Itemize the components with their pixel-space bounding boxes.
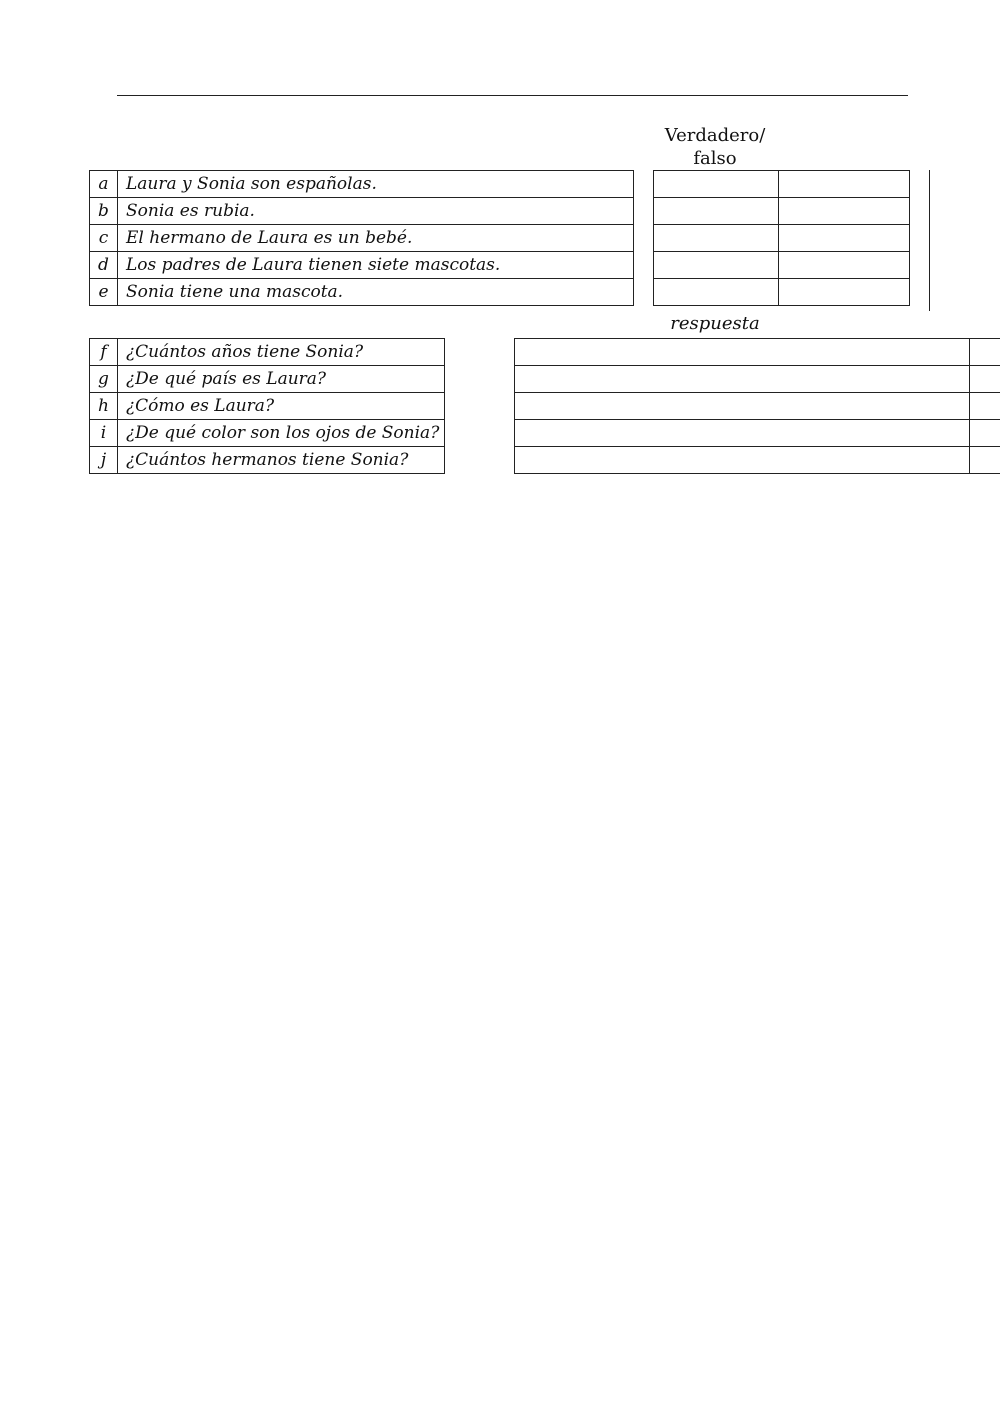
true-false-answer-cell[interactable] <box>654 279 779 306</box>
statement-letter: d <box>90 252 118 279</box>
table-row <box>515 393 1000 420</box>
statement-text: Sonia es rubia. <box>118 198 634 225</box>
question-text: ¿De qué color son los ojos de Sonia? <box>118 420 445 447</box>
answer-extra-cell[interactable] <box>970 339 1000 366</box>
answer-extra-cell[interactable] <box>970 420 1000 447</box>
true-false-header: Verdadero/ falso <box>664 125 766 169</box>
table-row <box>90 393 445 420</box>
true-false-answer-cell[interactable] <box>654 225 779 252</box>
answer-input-cell[interactable] <box>515 366 970 393</box>
answer-input-cell[interactable] <box>515 393 970 420</box>
statement-letter: b <box>90 198 118 225</box>
side-divider-line <box>929 170 930 311</box>
statement-letter: a <box>90 171 118 198</box>
table-row <box>654 225 910 252</box>
table-row <box>654 198 910 225</box>
table-row <box>654 171 910 198</box>
true-false-answer-cell[interactable] <box>654 198 779 225</box>
answer-input-cell[interactable] <box>515 447 970 474</box>
extra-answer-cell[interactable] <box>779 279 910 306</box>
table-row <box>654 252 910 279</box>
extra-answer-cell[interactable] <box>779 171 910 198</box>
question-text: ¿Cuántos años tiene Sonia? <box>118 339 445 366</box>
true-false-answer-cell[interactable] <box>654 171 779 198</box>
table-row <box>90 171 634 198</box>
table-row <box>90 252 634 279</box>
question-text: ¿Cómo es Laura? <box>118 393 445 420</box>
question-letter: i <box>90 420 118 447</box>
table-row <box>90 420 445 447</box>
statement-letter: c <box>90 225 118 252</box>
statement-letter: e <box>90 279 118 306</box>
table-row <box>90 366 445 393</box>
extra-answer-cell[interactable] <box>779 225 910 252</box>
extra-answer-cell[interactable] <box>779 252 910 279</box>
true-false-answer-table <box>653 170 910 306</box>
statement-text: Los padres de Laura tienen siete mascotas. <box>118 252 634 279</box>
answer-input-cell[interactable] <box>515 420 970 447</box>
top-rule <box>117 95 908 96</box>
answer-extra-cell[interactable] <box>970 393 1000 420</box>
question-answer-table <box>514 338 1000 474</box>
question-letter: f <box>90 339 118 366</box>
questions-table <box>89 338 445 474</box>
table-row <box>90 198 634 225</box>
answer-input-cell[interactable] <box>515 339 970 366</box>
table-row <box>90 225 634 252</box>
table-row <box>515 420 1000 447</box>
answer-header: respuesta <box>670 313 760 334</box>
true-false-answer-cell[interactable] <box>654 252 779 279</box>
table-row <box>90 447 445 474</box>
table-row <box>515 339 1000 366</box>
table-row <box>515 447 1000 474</box>
answer-extra-cell[interactable] <box>970 366 1000 393</box>
table-row <box>90 279 634 306</box>
table-row <box>90 339 445 366</box>
table-row <box>515 366 1000 393</box>
question-letter: j <box>90 447 118 474</box>
answer-extra-cell[interactable] <box>970 447 1000 474</box>
statement-text: Sonia tiene una mascota. <box>118 279 634 306</box>
question-letter: h <box>90 393 118 420</box>
question-text: ¿Cuántos hermanos tiene Sonia? <box>118 447 445 474</box>
statement-text: El hermano de Laura es un bebé. <box>118 225 634 252</box>
statement-text: Laura y Sonia son españolas. <box>118 171 634 198</box>
question-letter: g <box>90 366 118 393</box>
question-text: ¿De qué país es Laura? <box>118 366 445 393</box>
table-row <box>654 279 910 306</box>
true-false-statements-table <box>89 170 634 306</box>
extra-answer-cell[interactable] <box>779 198 910 225</box>
